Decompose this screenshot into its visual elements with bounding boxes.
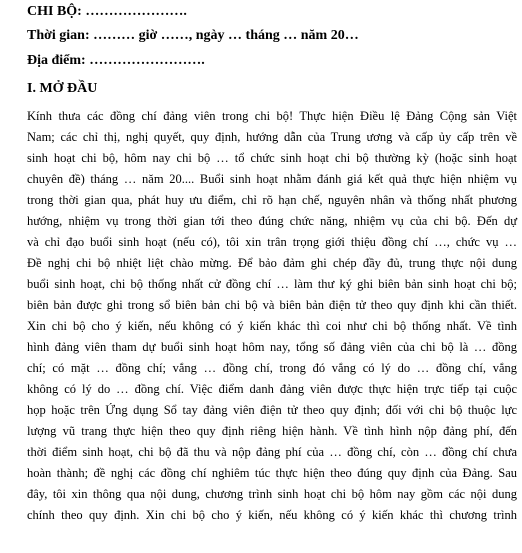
paragraph-line: biên bản được ghi trong sổ biên bản chi bộ và biên bản điện tử theo quy định khi cần thiết. <box>27 298 517 312</box>
paragraph-line: chính theo quy định. Xin chi bộ cho ý kiến, nếu không có ý kiến khác thì chương trình <box>27 508 517 522</box>
paragraph-line: họp hoặc trên Ứng dụng Sổ tay đảng viên điện tử theo quy định; đối với chi bộ thuộc lực <box>27 403 517 417</box>
paragraph-line: hoàn thành; đề nghị các đồng chí nghiêm túc thực hiện theo đúng quy định của Đảng. Sau <box>27 466 517 480</box>
paragraph-line: chí; có mặt … đồng chí; vắng … đồng chí, trong đó vắng có lý do … đồng chí, vắng <box>27 361 517 375</box>
paragraph-line: hướng, nhiệm vụ trong thời gian tới theo đúng chức năng, nhiệm vụ của chi bộ. Đến dự <box>27 214 517 228</box>
paragraph-line: trong thời gian qua, phát huy ưu điểm, chỉ rõ hạn chế, nguyên nhân và thống nhất phương <box>27 193 517 207</box>
paragraph-line: lượng vũ trang thực hiện theo quy định riêng hiện hành. Về tình hình nộp đảng phí, đến <box>27 424 517 438</box>
paragraph-line: Kính thưa các đồng chí đảng viên trong chi bộ! Thực hiện Điều lệ Đảng Cộng sản Việt <box>27 109 517 123</box>
paragraph-line: đây, tôi xin thông qua nội dung, chương trình sinh hoạt chi bộ hôm nay gồm các nội dung <box>27 487 517 501</box>
location-heading: Địa điểm: ……………………. <box>27 53 205 68</box>
paragraph-line: Xin chi bộ cho ý kiến, nếu không có ý kiến khác thì coi như chi bộ thống nhất. Về tình <box>27 319 517 333</box>
paragraph-line: thời điểm sinh hoạt, chi bộ đã thu và nộp đảng phí của … đồng chí, còn … đồng chí chưa <box>27 445 517 459</box>
chi-bo-heading: CHI BỘ: …………………. <box>27 4 187 19</box>
paragraph-line: sinh hoạt chi bộ, hôm nay chi bộ … tổ chức sinh hoạt chi bộ thường kỳ (hoặc sinh hoạt <box>27 151 517 165</box>
body-paragraph <box>27 106 517 526</box>
paragraph-line: không có lý do … đồng chí. Việc điểm danh đảng viên được thực hiện trực tiếp tại cuộc <box>27 382 517 396</box>
section-title: I. MỞ ĐẦU <box>27 81 98 96</box>
paragraph-line: hình đảng viên tham dự buổi sinh hoạt hôm nay, tổng số đảng viên của chi bộ là … đồng <box>27 340 517 354</box>
paragraph-line: chuyên đề) tháng … năm 20.... Buổi sinh hoạt nhằm đánh giá kết quả thực hiện nhiệm vụ <box>27 172 517 186</box>
paragraph-line: Nam; các chỉ thị, nghị quyết, quy định, hướng dẫn của Trung ương và cấp ủy cấp trên về <box>27 130 517 144</box>
paragraph-line: Đề nghị chi bộ nhiệt liệt chào mừng. Để bảo đảm ghi chép đầy đủ, trung thực nội dung <box>27 256 517 270</box>
paragraph-line: buổi sinh hoạt, chi bộ thống nhất cử đồng chí … làm thư ký ghi biên bản sinh hoạt chi bộ; <box>27 277 517 291</box>
paragraph-line: và chỉ đạo buổi sinh hoạt (nếu có), tôi xin trân trọng giới thiệu đồng chí …, chức vụ … <box>27 235 517 249</box>
time-heading: Thời gian: ……… giờ ……, ngày … tháng … năm 20… <box>27 28 359 43</box>
